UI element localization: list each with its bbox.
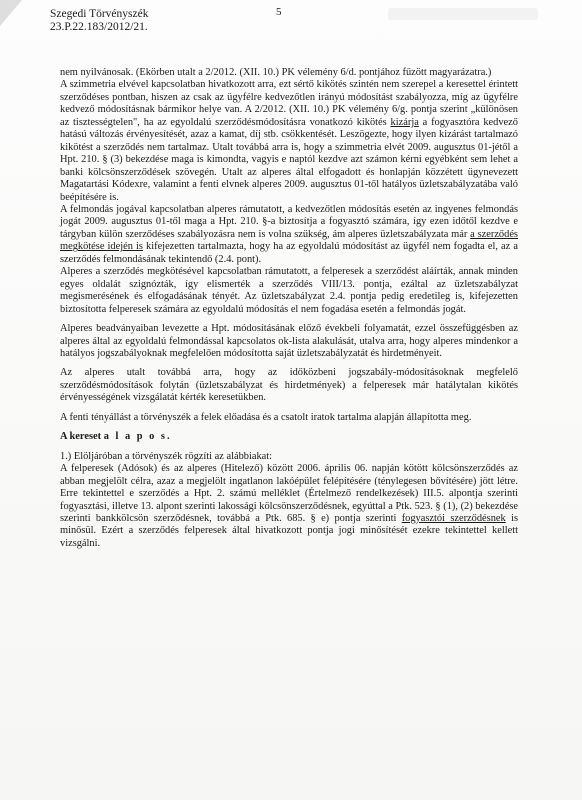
paragraph-2: A szimmetria elvével kapcsolatban hivatkozott arra, ezt sértő kikötés szintén nem szerepel a keresettel érintett szerződéses pontban, hiszen az csak az ügyfélre kedvezőtlen irányú módosítást szabályozza, míg az ügyfélre kedvező módosításnak bármikor helye van. A 2/2012. (XII. 10.) PK vélemény 6/g. pontja szerint „különösen az tisztességtelen", ha az egyoldalú szerződésmódosításra vonatkozó kikötés kizárja a fogyasztóra kedvező hatású változás érvényesítését, azaz a kamat, díj stb. csökkentését. Leszögezte, hogy ilyen kizárást tartalmazó kikötést a szerződés nem tartalmaz. Utalt továbbá arra is, hogy a szimmetria elvét 2009. augusztus 01-jétől a Hpt. 210. § (3) bekezdése maga is kimondta, vagyis e naptól kezdve azt számon kérni egyébként sem lehet a banki kölcsönszerződések szövegén. Utalt az alperes által elfogadott és honlapján közzétett ügynevezett Magatartási Kódexre, valamint a fenti elvnek alperes 2009. augusztus 01-től hatályos üzletszabályzatába való beépítésére is.	[60, 79, 518, 203]
paragraph-6: Az alperes utalt továbbá arra, hogy az időközbeni jogszabály-módosításoknak megfelelő szerződésmódosítások folytán (üzletszabályzat és hirdetmények) a felperesek már hatálytalan kikötés érvényességének vizsgálatát kérték keresetükben.	[60, 367, 518, 404]
folded-corner	[0, 0, 22, 26]
spacer	[60, 316, 518, 323]
paragraph-1: nem nyilvánosak. (Ekörben utalt a 2/2012. (XII. 10.) PK vélemény 6/d. pontjához fűzött magyarázatra.)	[60, 67, 492, 78]
spacer	[60, 444, 518, 451]
section-heading: A kereset a l a p o s.	[60, 431, 172, 443]
court-name: Szegedi Törvényszék	[50, 8, 149, 20]
case-number: 23.P.22.183/2012/21.	[50, 21, 148, 33]
spacer	[60, 360, 518, 367]
spacer	[60, 405, 518, 412]
spacer	[60, 424, 518, 431]
paragraph-5: Alperes beadványaiban levezette a Hpt. módosításának előző évekbeli folyamatát, ezzel összefüggésben az alperes által az egyoldalú felmondással kapcsolatos ok-lista alakulását, utalva arra, hogy alperes mindenkor a hatályos jogszabályoknak megfelelően módosította saját üzletszabályzatát és hirdetményeit.	[60, 323, 518, 359]
underlined-word: kizárja	[390, 116, 419, 128]
underlined-phrase: a szerződés megkötése idején is	[60, 228, 518, 253]
page-number: 5	[276, 6, 282, 18]
paragraph-4: Alperes a szerződés megkötésével kapcsolatban rámutatott, a felperesek a szerződést aláírták, annak minden egyes oldalát szignózták, így elismerték a szerződés VIII/13. pontja, ezáltal az üzletszabályzat megismerésének és elfogadásának tényét. Az üzletszabályzat 2.4. pontja pedig eredetileg is, kifejezetten biztosította felperesek számára az egyoldalú módosítás el nem fogadása esetén a felmondás jogát.	[60, 266, 518, 315]
page-header	[50, 8, 148, 34]
underlined-term: fogyasztói szerződésnek	[401, 512, 506, 524]
paragraph-9: A felperesek (Adósok) és az alperes (Hitelező) között 2006. április 06. napján kötött kölcsönszerződés az abban megjelölt célra, azaz a megjelölt ingatlanon lakóépület felépítésére (ténylegesen bővítésére) jött létre. Erre tekintettel e szerződés a Hpt. 2. számú melléklet (Értelmező rendelkezések) III.5. alpontja szerinti fogyasztási, illetve 13. alpont szerinti lakossági kölcsönszerződésnek, egyúttal a Ptk. 523. § (1), (2) bekezdése szerinti bankkölcsön szerződésnek, továbbá a Ptk. 685. § e) pontja szerinti fogyasztói szerződésnek is minősül. Ezért a szerződés felperesek által hivatkozott pontja jogi minősítését ezekre tekintettel kellett vizsgálni.	[60, 463, 518, 549]
paragraph-3: A felmondás jogával kapcsolatban alperes rámutatott, a kedvezőtlen módosítás esetén az ingyenes felmondás jogát 2009. augusztus 01-től maga a Hpt. 210. §-a biztosítja a fogyasztó számára, így ezen időtől kezdve e tárgyban külön szerződéses szabályozásra nem is volna szükség, ám alperes üzletszabályzata már a szerződés megkötése idején is kifejezetten tartalmazta, hogy ha az egyoldalú módosítást az ügyfél nem fogadta el, az a szerződés felmondásának tekintendő (2.4. pont).	[60, 203, 518, 265]
document-body	[60, 67, 518, 550]
paragraph-7: A fenti tényállást a törvényszék a felek előadása és a csatolt iratok tartalma alapján állapította meg.	[60, 411, 472, 423]
paragraph-8: 1.) Elöljáróban a törvényszék rögzíti az alábbiakat:	[60, 450, 273, 462]
scan-smudge	[388, 8, 538, 20]
